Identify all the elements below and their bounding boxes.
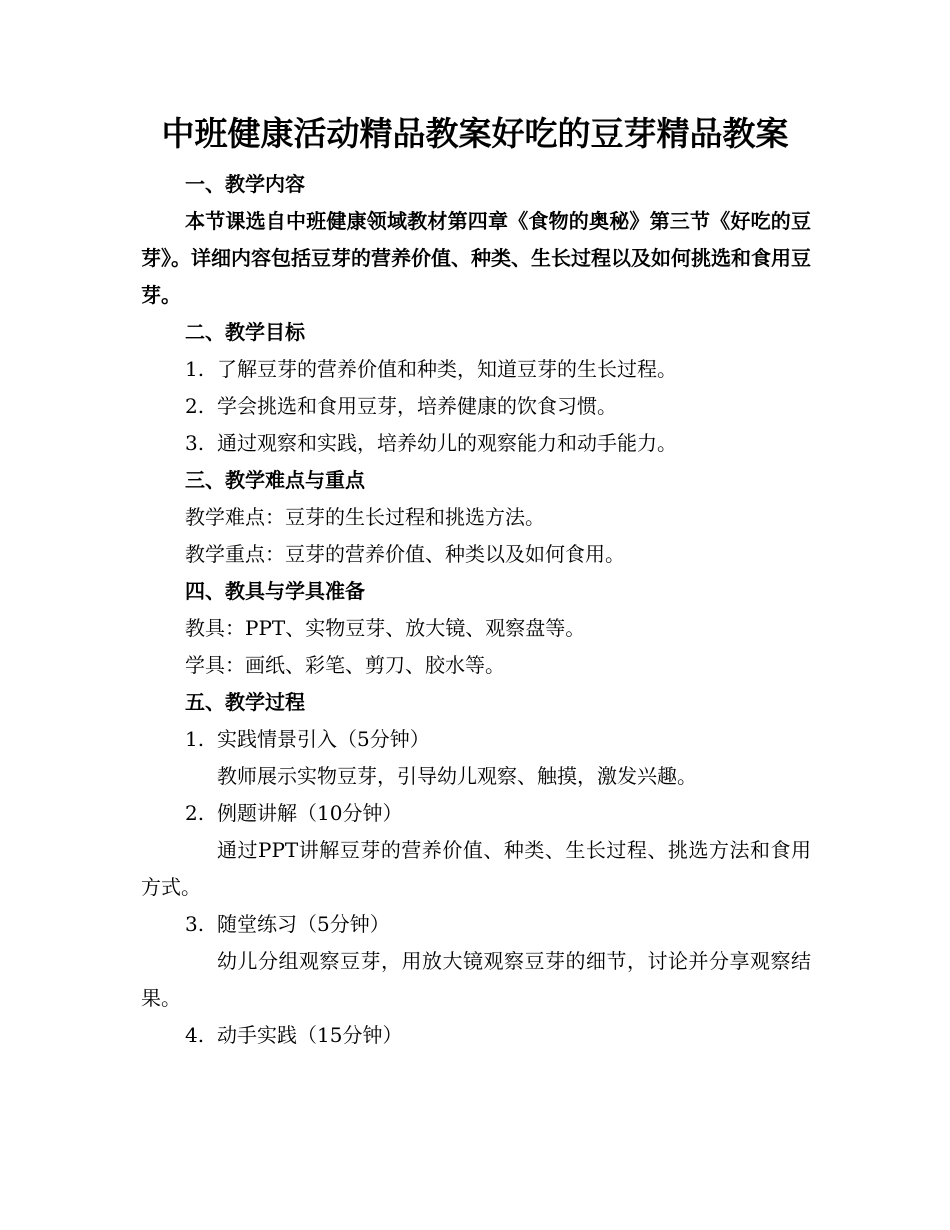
section-heading-objectives: 二、教学目标 xyxy=(185,320,305,344)
step-title-text: 例题讲解（10分钟） xyxy=(217,801,403,825)
objective-item xyxy=(141,351,811,388)
objective-text: 了解豆芽的营养价值和种类，知道豆芽的生长过程。 xyxy=(217,357,677,381)
document-title: 中班健康活动精品教案好吃的豆芽精品教案 xyxy=(161,114,789,153)
objective-number: 3. xyxy=(185,431,205,455)
section-heading-process: 五、教学过程 xyxy=(185,690,305,714)
section-heading-materials: 四、教具与学具准备 xyxy=(185,579,365,603)
step-number: 2. xyxy=(185,801,205,825)
objective-text: 学会挑选和食用豆芽，培养健康的饮食习惯。 xyxy=(217,394,617,418)
content-paragraph: 本节课选自中班健康领域教材第四章《食物的奥秘》第三节《好吃的豆芽》。详细内容包括豆芽的营养价值、种类、生长过程以及如何挑选和食用豆芽。 xyxy=(141,209,811,307)
key-point-text: 教学重点：豆芽的营养价值、种类以及如何食用。 xyxy=(185,542,625,566)
objective-text: 通过观察和实践，培养幼儿的观察能力和动手能力。 xyxy=(217,431,677,455)
document-body xyxy=(141,166,811,1054)
teacher-tools-text: 教具：PPT、实物豆芽、放大镜、观察盘等。 xyxy=(185,616,586,640)
objective-number: 1. xyxy=(185,357,205,381)
step-number: 4. xyxy=(185,1023,205,1047)
difficulty-text: 教学难点：豆芽的生长过程和挑选方法。 xyxy=(185,505,545,529)
student-tools-text: 学具：画纸、彩笔、剪刀、胶水等。 xyxy=(185,653,505,677)
objective-item xyxy=(141,388,811,425)
step-title-text: 动手实践（15分钟） xyxy=(217,1023,403,1047)
process-step-detail: 教师展示实物豆芽，引导幼儿观察、触摸，激发兴趣。 xyxy=(217,764,697,788)
objective-number: 2. xyxy=(185,394,205,418)
process-step-title xyxy=(141,906,811,943)
step-title-text: 随堂练习（5分钟） xyxy=(217,912,390,936)
process-step-detail: 幼儿分组观察豆芽，用放大镜观察豆芽的细节，讨论并分享观察结果。 xyxy=(141,949,811,1010)
step-number: 3. xyxy=(185,912,205,936)
objective-item xyxy=(141,425,811,462)
section-heading-difficulties: 三、教学难点与重点 xyxy=(185,468,365,492)
process-step-title xyxy=(141,721,811,758)
section-heading-content: 一、教学内容 xyxy=(185,172,305,196)
process-step-title xyxy=(141,1017,811,1054)
process-step-detail: 通过PPT讲解豆芽的营养价值、种类、生长过程、挑选方法和食用方式。 xyxy=(141,838,811,899)
step-title-text: 实践情景引入（5分钟） xyxy=(217,727,430,751)
process-step-title xyxy=(141,795,811,832)
step-number: 1. xyxy=(185,727,205,751)
